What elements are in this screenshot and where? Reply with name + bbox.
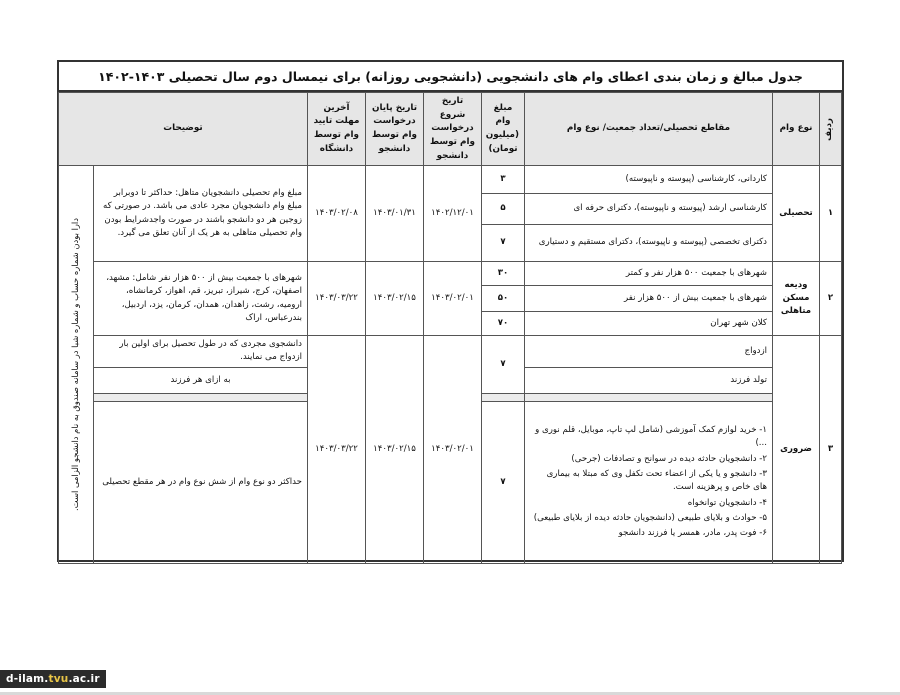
list-item: ۵- حوادث و بلایای طبیعی (دانشجویان حادثه دیده از بلایای طبیعی) bbox=[533, 512, 767, 523]
page-title: جدول مبالغ و زمان بندی اعطای وام های دانشجویی (دانشجویی روزانه) برای نیمسال دوم سال تحصیلی ۱۴۰۳-۱۴۰۲ bbox=[59, 62, 842, 92]
end-date-cell: ۱۴۰۳/۰۱/۳۱ bbox=[366, 166, 424, 262]
spacer-cell bbox=[525, 393, 773, 401]
header-deadline: آخرین مهلت تایید وام توسط دانشگاه bbox=[308, 93, 366, 166]
list-item: ۳- دانشجو و یا یکی از اعضاء تحت تکفل وی که مبتلا به بیماری های خاص و پرهزینه است. bbox=[546, 468, 767, 493]
note-cell: شهرهای با جمعیت بیش از ۵۰۰ هزار نفر شامل: مشهد، اصفهان، کرج، شیراز، تبریز، قم، اهواز، کرمانشاه، ارومیه، رشت، زاهدان، همدان، کرمان، یزد، اردبیل، بندرعباس، اراک bbox=[94, 262, 308, 336]
header-amount: مبلغ وام (میلیون تومان) bbox=[482, 93, 525, 166]
section-label: کارشناسی ارشد (پیوسته و ناپیوسته)، دکترای حرفه ای bbox=[525, 194, 773, 225]
amount-cell: ۵ bbox=[482, 194, 525, 225]
note-cell: حداکثر دو نوع وام از شش نوع وام در هر مقطع تحصیلی bbox=[94, 401, 308, 563]
side-note-text: دارا بودن شماره حساب و شماره شبا در سامانه صندوق به نام دانشجو الزامی است. bbox=[70, 217, 81, 511]
end-date-cell: ۱۴۰۳/۰۲/۱۵ bbox=[366, 262, 424, 336]
amount-cell: ۷ bbox=[482, 225, 525, 262]
section-label: شهرهای با جمعیت ۵۰۰ هزار نفر و کمتر bbox=[525, 262, 773, 286]
amount-cell: ۷ bbox=[482, 336, 525, 394]
side-note-cell bbox=[59, 166, 94, 564]
start-date-cell: ۱۴۰۳/۰۲/۰۱ bbox=[424, 262, 482, 336]
section-label: دکترای تخصصی (پیوسته و ناپیوسته)، دکترای مستقیم و دستیاری bbox=[525, 225, 773, 262]
marriage-label: ازدواج bbox=[525, 336, 773, 368]
amount-cell: ۷۰ bbox=[482, 312, 525, 336]
site-watermark: d-ilam.tvu.ac.ir bbox=[0, 670, 106, 688]
table-row bbox=[59, 262, 842, 286]
spacer-cell bbox=[482, 393, 525, 401]
amount-cell: ۵۰ bbox=[482, 286, 525, 312]
emergency-list bbox=[525, 401, 773, 563]
loan-schedule-sheet bbox=[57, 60, 844, 562]
deadline-cell: ۱۴۰۳/۰۲/۰۸ bbox=[308, 166, 366, 262]
amount-cell: ۳ bbox=[482, 166, 525, 194]
birth-note: به ازای هر فرزند bbox=[94, 367, 308, 393]
amount-cell: ۳۰ bbox=[482, 262, 525, 286]
start-date-cell: ۱۴۰۳/۰۲/۰۱ bbox=[424, 336, 482, 564]
loan-type-cell: تحصیلی bbox=[773, 166, 820, 262]
row-number: ۲ bbox=[820, 262, 842, 336]
row-number: ۱ bbox=[820, 166, 842, 262]
table-row bbox=[59, 166, 842, 194]
header-end-date: تاریخ پایان درخواست وام توسط دانشجو bbox=[366, 93, 424, 166]
spacer-cell bbox=[94, 393, 308, 401]
loan-type-cell: ودیعه مسکن متاهلی bbox=[773, 262, 820, 336]
header-row-no: ردیف bbox=[820, 93, 842, 166]
deadline-cell: ۱۴۰۳/۰۳/۲۲ bbox=[308, 262, 366, 336]
header-row bbox=[59, 93, 842, 166]
note-cell: مبلغ وام تحصیلی دانشجویان متاهل: حداکثر تا دوبرابر مبلغ وام دانشجویان مجرد عادی می باشد. در صورتی که زوجین هر دو دانشجو باشند در صورت واجدشرایط بودن وام تحصیلی متاهلی به هر یک از آنان تعلق می گیرد. bbox=[94, 166, 308, 262]
section-label: شهرهای با جمعیت بیش از ۵۰۰ هزار نفر bbox=[525, 286, 773, 312]
deadline-cell: ۱۴۰۳/۰۳/۲۲ bbox=[308, 336, 366, 564]
list-item: ۱- خرید لوازم کمک آموزشی (شامل لپ تاپ، موبایل، قلم نوری و ...) bbox=[535, 425, 767, 449]
list-item: ۲- دانشجویان حادثه دیده در سوانح و تصادفات (جرحی) bbox=[571, 453, 767, 464]
table-row bbox=[59, 336, 842, 368]
section-label: کلان شهر تهران bbox=[525, 312, 773, 336]
end-date-cell: ۱۴۰۳/۰۲/۱۵ bbox=[366, 336, 424, 564]
header-loan-type: نوع وام bbox=[773, 93, 820, 166]
list-item: ۶- فوت پدر، مادر، همسر یا فرزند دانشجو bbox=[618, 528, 767, 539]
header-start-date: تاریخ شروع درخواست وام توسط دانشجو bbox=[424, 93, 482, 166]
header-sections: مقاطع تحصیلی/تعداد جمعیت/ نوع وام bbox=[525, 93, 773, 166]
section-label: کاردانی، کارشناسی (پیوسته و ناپیوسته) bbox=[525, 166, 773, 194]
loan-table bbox=[58, 92, 842, 564]
birth-label: تولد فرزند bbox=[525, 367, 773, 393]
start-date-cell: ۱۴۰۲/۱۲/۰۱ bbox=[424, 166, 482, 262]
list-item: ۴- دانشجویان توانخواه bbox=[687, 497, 767, 508]
loan-type-cell: ضروری bbox=[773, 336, 820, 564]
marriage-note: دانشجوی مجردی که در طول تحصیل برای اولین بار ازدواج می نمایند. bbox=[94, 336, 308, 368]
row-number: ۳ bbox=[820, 336, 842, 564]
amount-cell: ۷ bbox=[482, 401, 525, 563]
header-notes: توضیحات bbox=[59, 93, 308, 166]
